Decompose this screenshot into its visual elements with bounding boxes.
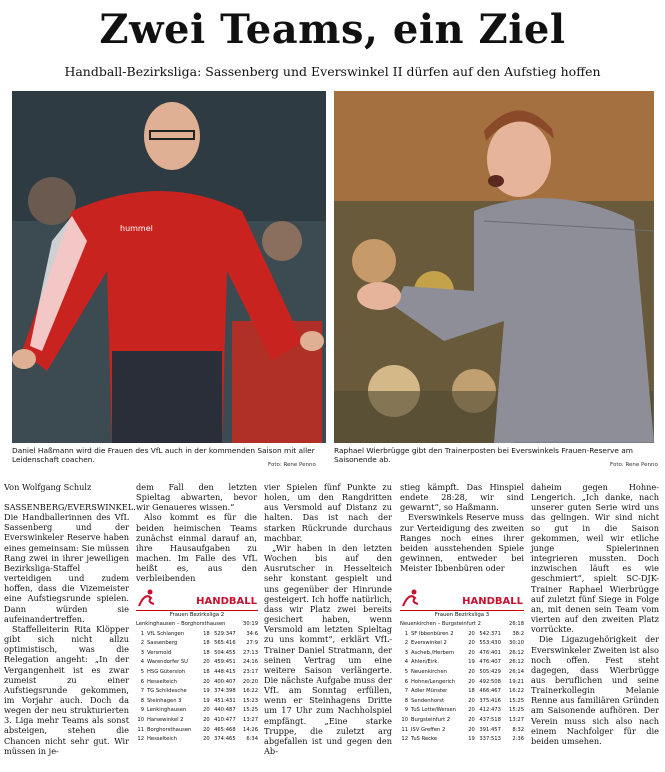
cell-goals: 374:465 [214,736,236,743]
table-row [136,639,258,649]
cell-goals: 542:371 [479,630,501,637]
cell-points: 27:13 [243,649,258,656]
table-row [400,678,524,688]
cell-points: 2:36 [512,736,524,743]
handball-logo-text: HANDBALL [196,596,257,607]
table-row [136,697,258,707]
cell-games: 20 [468,678,475,685]
standings-table-2 [400,620,524,745]
cell-points: 26:14 [509,668,524,675]
standings-rows [400,630,524,745]
article-paragraph: stieg kämpft. Das Hinspiel endete 28:28, wir sind gewarnt“, so Haßmann. [400,482,524,513]
table-row [400,687,524,697]
cell-games: 20 [468,630,475,637]
cell-games: 20 [203,736,210,743]
cell-games: 20 [203,707,210,714]
cell-points: 30:10 [509,640,524,647]
cell-team: SF Ibbenbüren 2 [411,630,454,637]
article-paragraph: dem Fall den letzten Spieltag abwarten, bevor wir Genaueres wissen.“ [136,482,257,513]
article-paragraph: „Wir haben in den letzten Wochen bis auf den Ausrutscher in Hesselteich sehr konstant gespielt und uns gegenüber der Hinrunde gesteigert. Ich hoffe natürlich, dass wir Platz zwei bereits gesichert haben, wenn Versmold am letzten Spieltag zu uns kommt“, erklärt VfL-Trainer Daniel Stratmann, der seinen Vertrag um eine weitere Saison verlängerte. Die nächste Aufgabe muss der VfL am Sonntag erfüllen, wenn er Steinhagens Dritte um 17 Uhr zum Nachholspiel empfängt. „Eine starke Truppe, die zuletzt arg abgefallen ist und gegen den Ab- [264,542,392,757]
cell-team: Sendenhorst [411,697,444,704]
table-row [400,706,524,716]
match-teams: Lenkinghausen – Borghorsthausen [136,621,226,627]
cell-goals: 504:455 [214,649,236,656]
cell-rank: 9 [140,707,144,714]
cell-goals: 492:508 [479,678,501,685]
cell-games: 20 [203,678,210,685]
cell-team: Everswinkel 2 [411,640,447,647]
handball-logo [400,588,522,608]
cell-games: 18 [203,640,210,647]
cell-rank: 11 [137,726,144,733]
table-row [136,649,258,659]
cell-points: 14:26 [243,726,258,733]
cell-points: 13:27 [509,716,524,723]
table-row [136,687,258,697]
cell-games: 20 [203,726,210,733]
cell-goals: 400:407 [214,678,236,685]
cell-team: Ahlen/Eirk. [411,659,440,666]
cell-rank: 1 [140,630,144,637]
handball-logo-text: HANDBALL [462,596,523,607]
cell-goals: 505:429 [479,668,501,675]
cell-team: Versmold [147,649,172,656]
cell-team: Adler Münster [411,688,448,695]
cell-goals: 375:416 [479,697,501,704]
cell-games: 18 [203,668,210,675]
headline: Zwei Teams, ein Ziel [99,6,566,53]
cell-points: 16:22 [243,688,258,695]
photo-caption-right: Raphael Wierbrügge gibt den Trainerposten bei Everswinkels Frauen-Reserve am Saisonende ab. [334,446,634,464]
cell-rank: 4 [140,659,144,666]
cell-goals: 529:347 [214,630,236,637]
table-title: Frauen Bezirksliga 3 [400,610,524,618]
table-row [136,735,258,745]
cell-goals: 553:430 [479,640,501,647]
cell-rank: 3 [140,649,144,656]
article-column-4 [400,482,524,573]
jersey-brand: hummel [120,224,153,233]
cell-points: 27:9 [246,640,258,647]
table-row [136,658,258,668]
table-row [136,716,258,726]
cell-team: ISV Greffen 2 [411,726,446,733]
cell-goals: 410:477 [214,716,236,723]
match-teams: Neuenkirchen – Burgsteinfurt 2 [400,621,481,627]
photo-caption-left: Daniel Haßmann wird die Frauen des VfL auch in der kommenden Saison mit aller Leidenschaft coachen. [12,446,315,464]
article-column-3 [264,482,392,756]
cell-points: 15:25 [243,707,258,714]
cell-games: 18 [203,649,210,656]
article-paragraph: Die Ligazugehörigkeit der Everswinkeler Zweiten ist also noch offen. Fest steht dagegen, dass Wierbrügge aus beruflichen und seine Trainerkollegin Melanie Renne aus familiären Gründen am Saisonende aufhören. Der Verein muss sich also nach einem Nachfolger für die beiden umsehen. [531,634,659,746]
table-row [400,658,524,668]
article-column-5 [531,482,659,746]
cell-rank: 5 [140,668,144,675]
handball-ball-icon [412,590,417,595]
cell-rank: 4 [404,659,408,666]
cell-team: TuS Recke [411,736,438,743]
table-row [400,649,524,659]
match-score: 30:19 [243,621,258,627]
table-row [400,630,524,640]
cell-goals: 466:467 [479,688,501,695]
cell-goals: 459:451 [214,659,236,666]
cell-goals: 337:513 [479,736,501,743]
cell-goals: 476:407 [479,659,501,666]
cell-rank: 8 [404,697,408,704]
cell-points: 23:17 [243,668,258,675]
photo-credit-right: Foto: Rene Penno [610,462,658,468]
standings-rows [136,630,258,745]
cell-team: TuS Lotte/Wersen [411,707,456,714]
table-row [136,678,258,688]
cell-rank: 8 [140,697,144,704]
cell-team: Warendorfer SU [147,659,188,666]
cell-points: 20:20 [243,678,258,685]
cell-points: 15:25 [509,697,524,704]
article-paragraph: vier Spielen fünf Punkte zu holen, um den Rangdritten aus Versmold auf Distanz zu halten. Das ist nach der starken Rückrunde durchaus machbar. [264,482,392,543]
cell-rank: 1 [404,630,408,637]
cell-points: 38:2 [512,630,524,637]
cell-points: 34:6 [246,630,258,637]
cell-games: 19 [468,736,475,743]
coach-illustration-right [334,91,654,443]
cell-games: 20 [468,716,475,723]
cell-games: 19 [203,697,210,704]
cell-points: 24:16 [243,659,258,666]
article-paragraph: Everswinkels Reserve muss zur Verteidigung des zweiten Ranges noch eines ihrer beiden ausstehenden Spiele gewinnen, entweder bei Meister Ibbenbüren oder [400,512,524,574]
cell-games: 19 [468,659,475,666]
cell-team: Harsewinkel 2 [147,716,184,723]
cell-rank: 12 [137,736,144,743]
cell-games: 20 [468,697,475,704]
table-row [400,697,524,707]
article-paragraph: Also kommt es für die beiden heimischen Teams zunächst einmal darauf an, ihre Hausaufgaben zu machen. Im Falle des VfL heißt es, aus den verbleibenden [136,512,257,584]
cell-games: 20 [468,649,475,656]
cell-goals: 476:401 [479,649,501,656]
table-row [400,735,524,745]
cell-goals: 448:415 [214,668,236,675]
cell-goals: 451:431 [214,697,236,704]
cell-team: Hesselteich [147,678,177,685]
cell-rank: 6 [404,678,408,685]
handball-logo [136,588,258,608]
cell-points: 13:27 [243,716,258,723]
cell-rank: 7 [140,688,144,695]
cell-goals: 412:473 [479,707,501,714]
article-paragraph: SASSENBERG/EVERSWINKEL. Die Handballerinnen des VfL Sassenberg und der Everswinkeler Reserve haben eines gemeinsam: Sie müssen Rang zwei in ihrer jeweiligen Bezirksliga-Staffel verteidigen und zudem hoffen, dass die Vizemeister eine Aufstiegsrunde spielen. Dann würden sie aufeinandertreffen. [4,502,136,624]
byline: Von Wolfgang Schulz [4,482,92,492]
subheadline: Handball-Bezirksliga: Sassenberg und Everswinkel II dürfen auf den Aufstieg hoffen [64,64,601,79]
article-paragraph: daheim gegen Hohne-Lengerich. „Ich danke, nach unserer guten Serie wird uns das gelingen. Wir sind nicht so gut in die Saison gekommen, weil wir etliche junge Spielerinnen integrieren mussten. Doch inzwischen läuft es wie geschmiert“, spielt SC-DJK-Trainer Raphael Wierbrügge auf zuletzt fünf Siege in Folge an, mit denen sein Team vom vierten auf den zweiten Platz vorrückte. [531,482,659,635]
cell-games: 20 [468,640,475,647]
cell-points: 26:12 [509,659,524,666]
cell-rank: 9 [404,707,408,714]
table-row [136,630,258,640]
cell-games: 20 [468,707,475,714]
cell-team: TG Schildesche [147,688,187,695]
table-row [136,726,258,736]
article-column-2 [136,482,257,584]
cell-points: 19:21 [509,678,524,685]
cell-goals: 465:468 [214,726,236,733]
cell-team: Burgsteinfurt 2 [411,716,451,723]
cell-points: 15:25 [509,707,524,714]
match-score: 26:18 [509,621,524,627]
cell-rank: 11 [401,726,408,733]
cell-rank: 10 [401,716,408,723]
cell-games: 20 [203,659,210,666]
cell-team: Hohne/Lengerich [411,678,456,685]
cell-team: Lenkinghausen [147,707,187,714]
cell-team: Borghorsthausen [147,726,192,733]
handball-player-icon [139,596,154,606]
cell-rank: 2 [404,640,408,647]
cell-goals: 391:457 [479,726,501,733]
article-paragraph: Staffelleiterin Rita Klöpper gibt sich nicht allzu optimistisch, was die Relegation angeht: „In der Vergangenheit ist es zwar zumeist zu einer Aufstiegsrunde gekommen, im Vorjahr auch. Doch da wegen der neu strukturierten 3. Liga mehr Teams als sonst absteigen, stehen die Chancen nicht sehr gut. Wir müssen in je- [4,623,129,756]
cell-rank: 12 [401,736,408,743]
cell-rank: 3 [404,649,408,656]
cell-goals: 437:518 [479,716,501,723]
cell-rank: 2 [140,640,144,647]
handball-player-icon [403,596,418,606]
cell-goals: 565:416 [214,640,236,647]
cell-team: VfL Schlangen [147,630,185,637]
cell-rank: 5 [404,668,408,675]
table-title: Frauen Bezirksliga 2 [136,610,258,618]
cell-team: HSG Gütersloh [147,668,186,675]
cell-team: Neuenkirchen [411,668,447,675]
cell-points: 15:23 [243,697,258,704]
table-row [136,668,258,678]
cell-team: Hesselteich [147,736,177,743]
cell-goals: 440:487 [214,707,236,714]
coach-illustration-left [12,91,326,443]
table-row [400,716,524,726]
article-column-1 [4,502,136,756]
match-result-row [136,620,258,630]
cell-games: 20 [468,668,475,675]
cell-games: 18 [203,630,210,637]
coach-photo-left [12,91,326,443]
standings-table-1 [136,620,258,745]
cell-points: 6:34 [246,736,258,743]
cell-rank: 6 [140,678,144,685]
cell-rank: 10 [137,716,144,723]
coach-photo-right [334,91,654,443]
table-row [400,639,524,649]
cell-team: Sassenberg [147,640,178,647]
cell-points: 16:22 [509,688,524,695]
table-row [400,726,524,736]
handball-ball-icon [148,590,153,595]
cell-points: 26:12 [509,649,524,656]
cell-games: 18 [468,688,475,695]
cell-games: 19 [203,688,210,695]
cell-team: Steinhagen 3 [147,697,182,704]
table-row [136,706,258,716]
cell-goals: 374:398 [214,688,236,695]
cell-team: Ascheb./Herbern [411,649,455,656]
match-result-row [400,620,524,630]
photo-credit-left: Foto: Rene Penno [268,462,316,468]
cell-games: 20 [468,726,475,733]
cell-points: 8:32 [512,726,524,733]
table-row [400,668,524,678]
cell-games: 20 [203,716,210,723]
cell-rank: 7 [404,688,408,695]
